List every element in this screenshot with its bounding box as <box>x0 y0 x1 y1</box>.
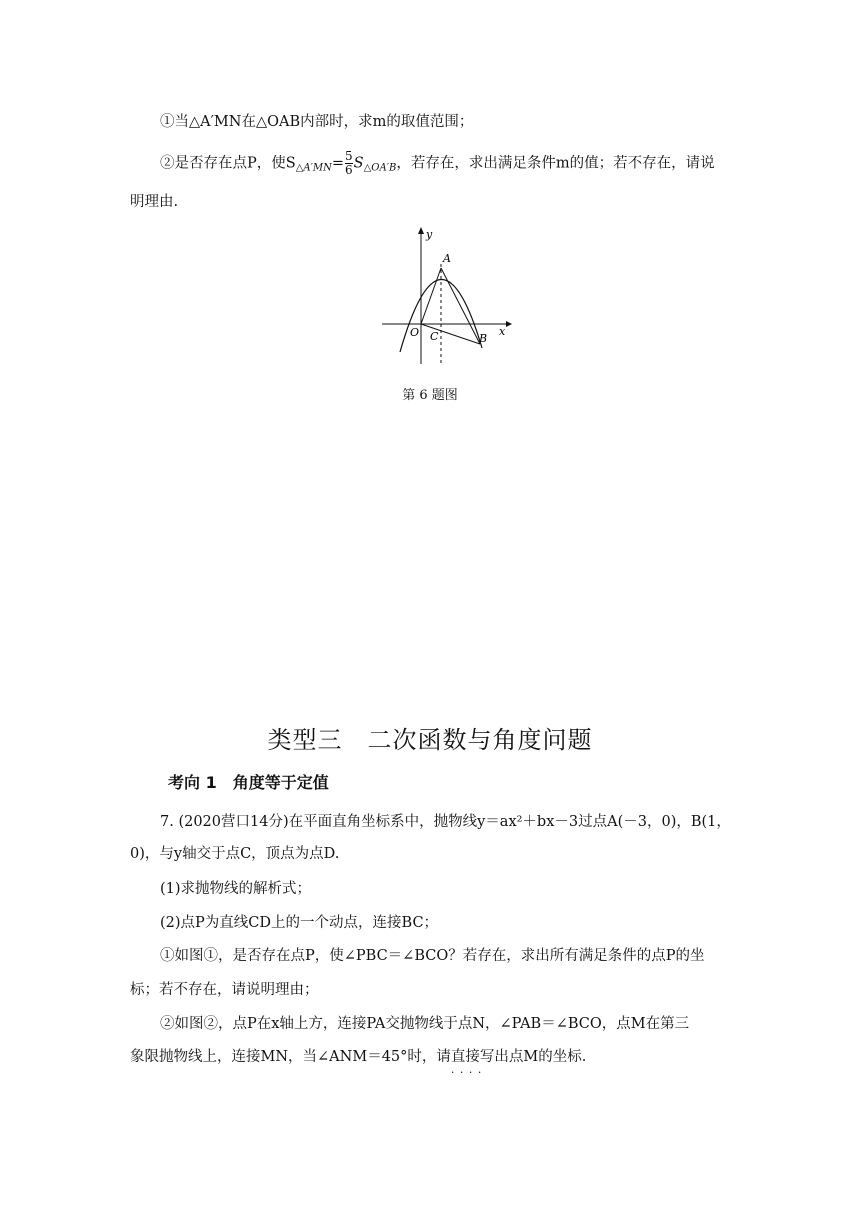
label-O: O <box>410 326 420 339</box>
label-A: A <box>443 252 451 265</box>
q6-part2-s: S <box>353 155 364 172</box>
label-x: x <box>499 325 506 338</box>
q6-part2-sub2: △OA′B <box>363 162 397 174</box>
q6-part2-prefix: ②是否存在点P，使S <box>160 155 296 172</box>
q6-figure <box>378 224 518 372</box>
q7-line2: 0)，与y轴交于点C，顶点为点D. <box>130 846 340 862</box>
subsection-title: 考向 1 角度等于定值 <box>168 773 329 792</box>
q7-sub2-line2 <box>0 1047 860 1067</box>
q7-part1: (1)求抛物线的解析式； <box>160 881 312 897</box>
q6-part2-eq: = <box>331 155 345 172</box>
segment-OA <box>421 268 441 324</box>
fraction-numerator: 5 <box>345 149 353 163</box>
q7-sub2-line2-post: 点M的坐标. <box>508 1049 587 1065</box>
figure-caption: 第 6 题图 <box>402 388 458 403</box>
q7-sub1-line1: ①如图①，是否存在点P，使∠PBC＝∠BCO？若存在，求出所有满足条件的点P的坐 <box>160 948 705 964</box>
q6-part1: ①当△A′MN在△OAB内部时，求m的取值范围； <box>160 114 474 130</box>
fraction-5-6 <box>345 150 353 177</box>
section-title: 类型三 二次函数与角度问题 <box>267 726 593 754</box>
emphasized-text: 直接写出 · · · · <box>451 1049 509 1065</box>
q6-part2-suffix: ，若存在，求出满足条件m的值；若不存在，请说 <box>396 155 715 172</box>
q7-sub2-line2-pre: 象限抛物线上，连接MN，当∠ANM＝45°时，请 <box>130 1049 451 1065</box>
q7-sub2-line1: ②如图②，点P在x轴上方，连接PA交抛物线于点N，∠PAB＝∠BCO，点M在第三 <box>160 1016 690 1032</box>
label-B: B <box>479 332 488 345</box>
q7-part2: (2)点P为直线CD上的一个动点，连接BC； <box>160 915 439 931</box>
fraction-denominator: 6 <box>345 163 353 177</box>
q6-part2 <box>0 150 860 179</box>
q7-sub1-line2: 标；若不存在，请说明理由； <box>130 982 319 998</box>
label-y: y <box>426 228 433 241</box>
label-C: C <box>430 330 439 343</box>
y-axis-arrow-icon <box>418 227 424 234</box>
q7-line1: 7. (2020营口14分)在平面直角坐标系中，抛物线y＝ax²＋bx－3过点A(－3，0)，B(1， <box>160 814 731 830</box>
q6-part2-sub1: △A′MN <box>295 162 332 174</box>
q6-part2-continued: 明理由. <box>130 194 179 210</box>
x-axis-arrow-icon <box>506 321 512 327</box>
